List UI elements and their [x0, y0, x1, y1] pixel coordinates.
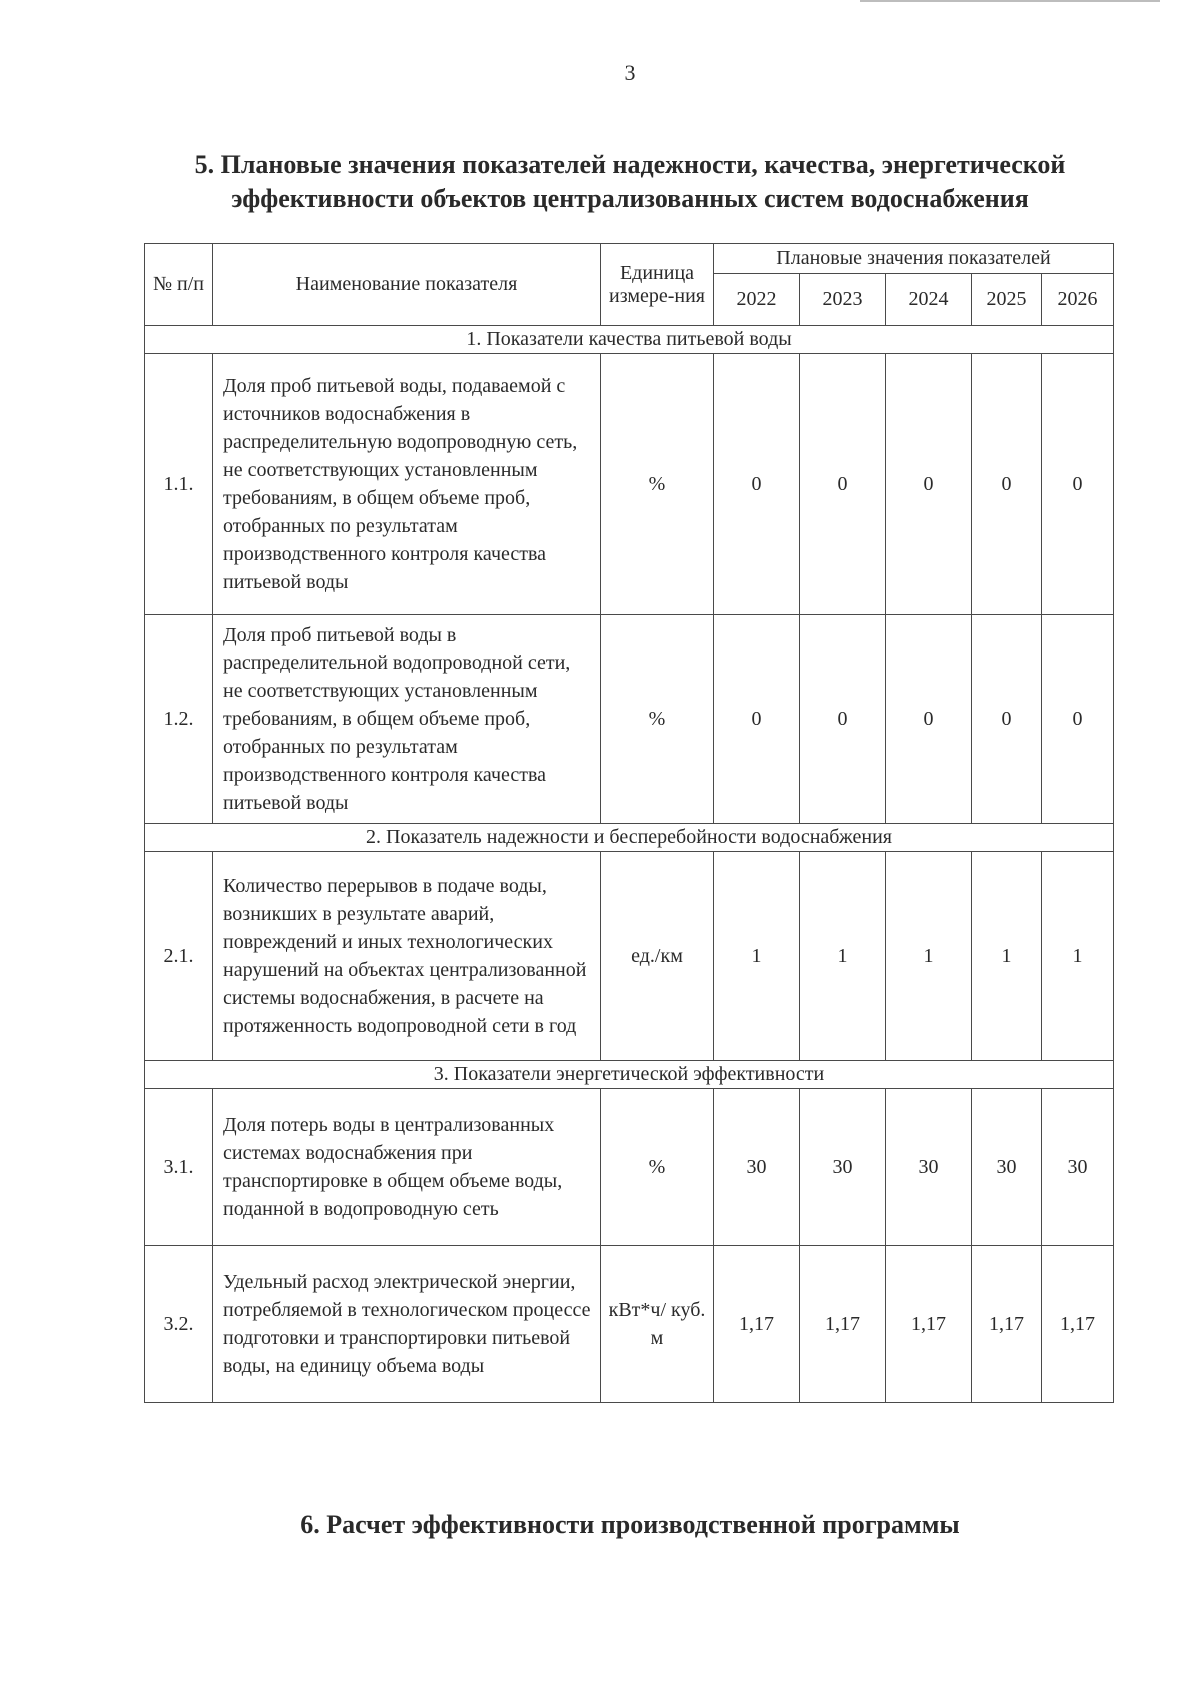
indicator-name: Количество перерывов в подаче воды, возникших в результате аварий, повреждений и иных технологических нарушений на объектах централизованной системы водоснабжения, в расчете на протяженность водопроводной сети в год: [213, 852, 601, 1061]
scan-edge-mark: [860, 0, 1160, 2]
group-row: [145, 1061, 1114, 1089]
table-header-row: [145, 244, 1114, 274]
row-number: 1.1.: [145, 354, 213, 615]
value-cell: 1,17: [800, 1246, 886, 1403]
header-year: 2023: [800, 274, 886, 326]
table-row: [145, 354, 1114, 615]
value-cell: 0: [886, 615, 972, 824]
header-year: 2026: [1042, 274, 1114, 326]
unit-cell: %: [601, 1089, 714, 1246]
indicator-name: Доля проб питьевой воды в распределительной водопроводной сети, не соответствующих установленным требованиям, в общем объеме проб, отобранных по результатам производственного контроля качества питьевой воды: [213, 615, 601, 824]
header-unit: Единица измере-ния: [601, 244, 714, 326]
header-plan-values: Плановые значения показателей: [714, 244, 1114, 274]
value-cell: 30: [1042, 1089, 1114, 1246]
indicators-table: [144, 243, 1114, 1403]
header-year: 2025: [972, 274, 1042, 326]
group-row: [145, 824, 1114, 852]
value-cell: 0: [1042, 354, 1114, 615]
value-cell: 0: [972, 615, 1042, 824]
row-number: 1.2.: [145, 615, 213, 824]
value-cell: 1: [972, 852, 1042, 1061]
value-cell: 1: [886, 852, 972, 1061]
header-name: Наименование показателя: [213, 244, 601, 326]
table-row: [145, 1089, 1114, 1246]
value-cell: 1: [714, 852, 800, 1061]
value-cell: 30: [972, 1089, 1042, 1246]
unit-cell: кВт*ч/ куб. м: [601, 1246, 714, 1403]
value-cell: 1: [800, 852, 886, 1061]
indicator-name: Доля потерь воды в централизованных системах водоснабжения при транспортировке в общем объеме воды, поданной в водопроводную сеть: [213, 1089, 601, 1246]
value-cell: 30: [714, 1089, 800, 1246]
group-title: 3. Показатели энергетической эффективности: [145, 1061, 1114, 1089]
header-num: № п/п: [145, 244, 213, 326]
group-row: [145, 326, 1114, 354]
value-cell: 1,17: [714, 1246, 800, 1403]
group-title: 1. Показатели качества питьевой воды: [145, 326, 1114, 354]
value-cell: 0: [800, 615, 886, 824]
unit-cell: %: [601, 354, 714, 615]
unit-cell: %: [601, 615, 714, 824]
row-number: 3.1.: [145, 1089, 213, 1246]
value-cell: 0: [800, 354, 886, 615]
value-cell: 1,17: [972, 1246, 1042, 1403]
section-5-title: 5. Плановые значения показателей надежности, качества, энергетической эффективности объектов централизованных систем водоснабжения: [194, 150, 1066, 213]
table-row: [145, 1246, 1114, 1403]
indicator-name: Удельный расход электрической энергии, потребляемой в технологическом процессе подготовки и транспортировки питьевой воды, на единицу объема воды: [213, 1246, 601, 1403]
value-cell: 1,17: [1042, 1246, 1114, 1403]
value-cell: 30: [800, 1089, 886, 1246]
value-cell: 0: [714, 354, 800, 615]
page-number: 3: [624, 60, 636, 85]
value-cell: 1: [1042, 852, 1114, 1061]
header-year: 2024: [886, 274, 972, 326]
row-number: 3.2.: [145, 1246, 213, 1403]
section-6-title: 6. Расчет эффективности производственной программы: [300, 1510, 960, 1539]
group-title: 2. Показатель надежности и бесперебойности водоснабжения: [145, 824, 1114, 852]
row-number: 2.1.: [145, 852, 213, 1061]
table-row: [145, 852, 1114, 1061]
table-row: [145, 615, 1114, 824]
value-cell: 0: [886, 354, 972, 615]
value-cell: 0: [714, 615, 800, 824]
unit-cell: ед./км: [601, 852, 714, 1061]
indicator-name: Доля проб питьевой воды, подаваемой с источников водоснабжения в распределительную водопроводную сеть, не соответствующих установленным требованиям, в общем объеме проб, отобранных по результатам производственного контроля качества питьевой воды: [213, 354, 601, 615]
value-cell: 0: [972, 354, 1042, 615]
value-cell: 30: [886, 1089, 972, 1246]
header-year: 2022: [714, 274, 800, 326]
value-cell: 0: [1042, 615, 1114, 824]
value-cell: 1,17: [886, 1246, 972, 1403]
